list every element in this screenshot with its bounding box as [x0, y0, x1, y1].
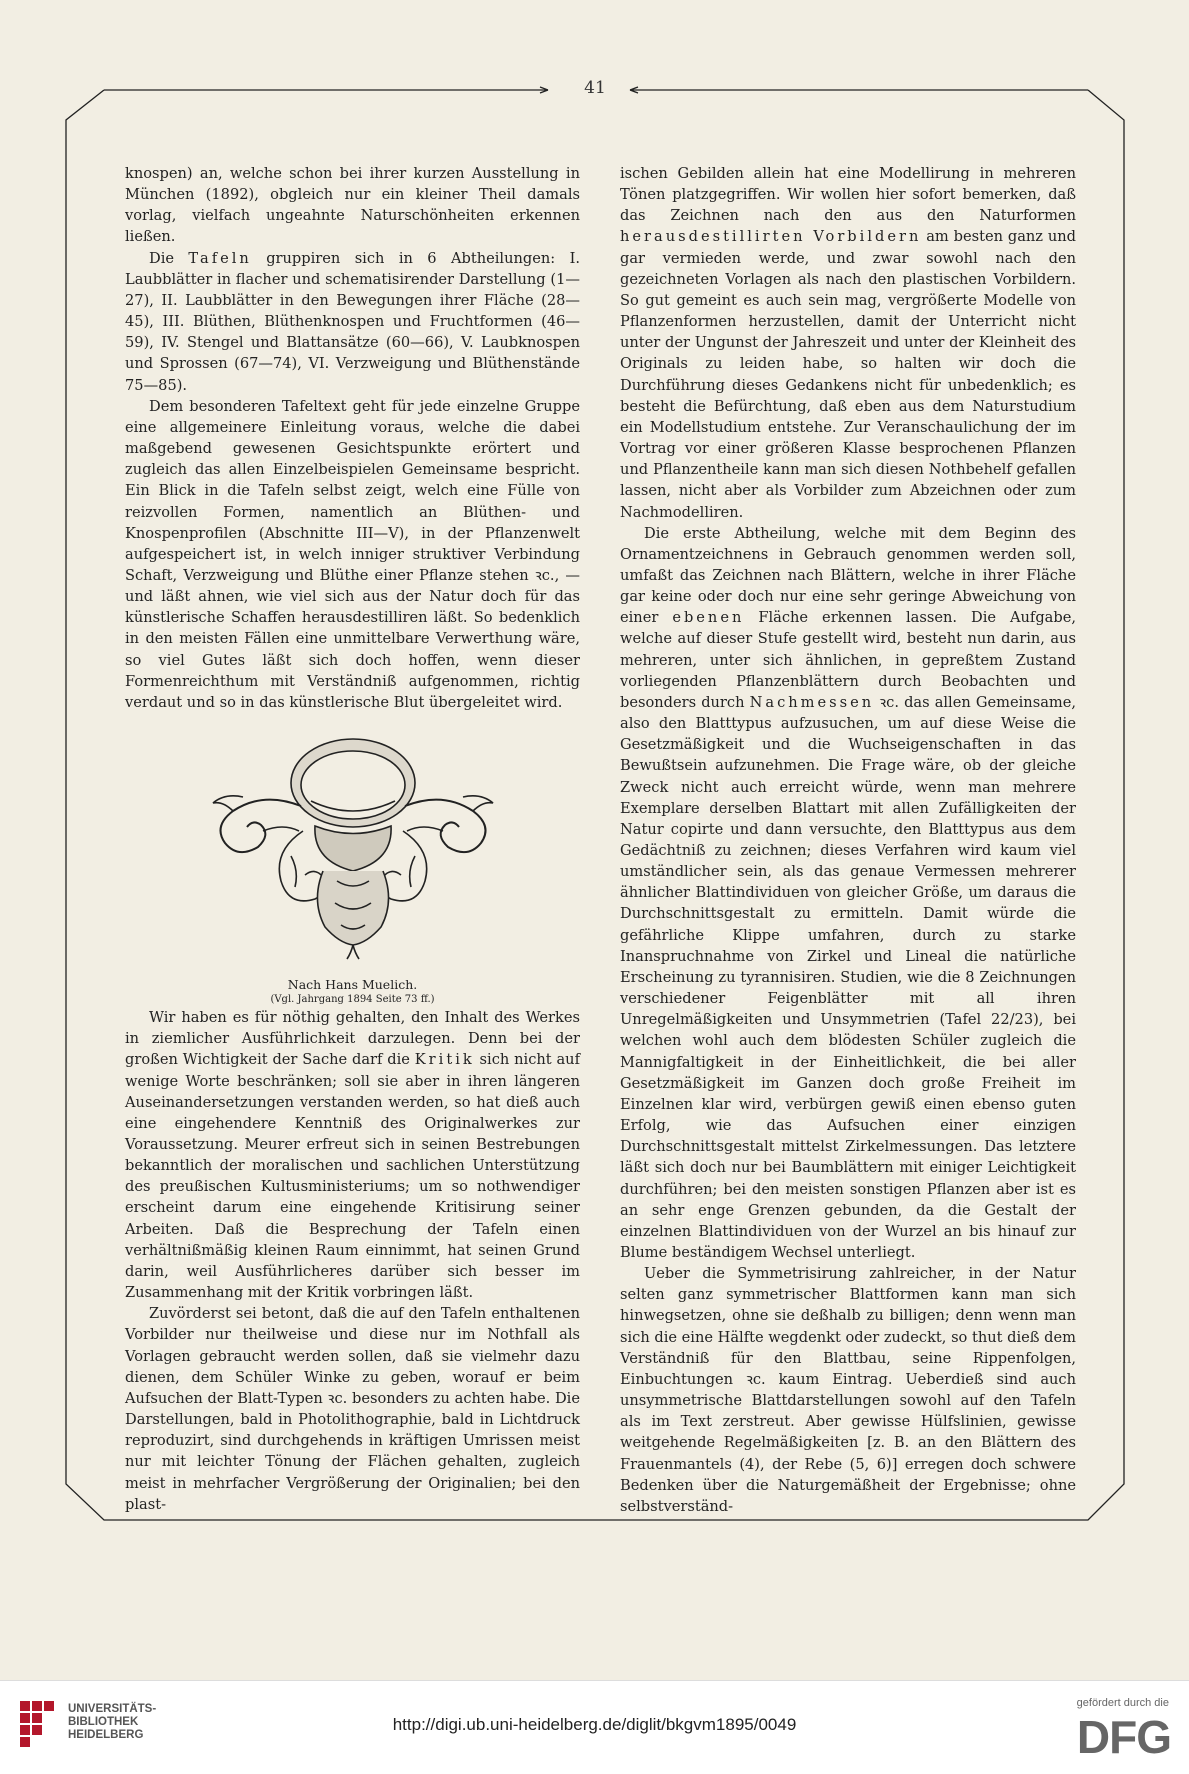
right-paragraph-2: Die erste Abtheilung, welche mit dem Beginn des Ornamentzeichnens in Gebrauch genommen werden soll, umfaßt das Zeichnen nach Blättern, welche in ihrer Fläche gar keine oder doch nur eine sehr geringe Abweichung von einer ebenen Fläche erkennen lassen. Die Aufgabe, welche auf dieser Stufe gestellt wird, besteht nun darin, aus mehreren, unter sich ähnlichen, in gepreßtem Zustand vorliegenden Pflanzenblättern durch Beobachten und besonders durch Nachmessen ꝛc. das allen Gemeinsame, also den Blatttypus aufzusuchen, um auf diese Weise die Gesetzmäßigkeit und die Wuchseigenschaften in das Bewußtsein aufzunehmen. Die Frage wäre, ob der gleiche Zweck nicht auch erreicht würde, wenn man mehrere Exemplare derselben Blattart mit allen Zufälligkeiten der Natur copirte und dann versuchte, den Blatttypus aus dem Gedächtniß zu zeichnen; dieses Verfahren wird kaum viel umständlicher sein, als das genaue Vermessen mehrerer ähnlicher Blattindividuen von gleicher Größe, um daraus die Durchschnittsgestalt zu ermitteln. Damit würde die gefährliche Klippe umfahren, durch zu starke Inanspruchnahme von Zirkel und Lineal die natürliche Erscheinung zu tyrannisiren. Studien, wie die 8 Zeichnungen verschiedener Feigenblätter mit all ihren Unregelmäßigkeiten und Unsymmetrien (Tafel 22/23), bei welchen wohl auch dem blödesten Schüler zugleich die Mannigfaltigkeit in der Einheitlichkeit, die bei aller Gesetzmäßigkeit im Ganzen doch große Freiheit im Einzelnen klar wird, verbürgen gewiß einen ebenso guten Erfolg, wie das Aufsuchen einer einzigen Durchschnittsgestalt mittelst Zirkelmessungen. Das letztere läßt sich doch nur bei Baumblättern mit einiger Leichtigkeit durchführen; bei den meisten sonstigen Pflanzen aber ist es an sehr enge Grenzen gebunden, da die Gestalt der einzelnen Blattindividuen von der Wurzel an bis hinauf zur Blume beständigem Wechsel unterliegt. — [620, 524, 1077, 1261]
library-name: UNIVERSITÄTS- BIBLIOTHEK HEIDELBERG — [68, 1703, 157, 1741]
spaced-term: Nachmessen — [749, 693, 875, 711]
digitization-footer — [0, 1680, 1189, 1774]
figure-caption-reference: (Vgl. Jahrgang 1894 Seite 73 ff.) — [270, 994, 435, 1006]
left-column — [125, 163, 580, 1515]
ornament-illustration — [125, 731, 580, 971]
right-paragraph-3: Ueber die Symmetrisirung zahlreicher, in der Natur selten ganz symmetrischer Blattformen kann man sich hinwegsetzen, ohne sie deßhalb zu billigen; denn wenn man sich die eine Hälfte wegdenkt oder zudeckt, so thut dieß dem Verständniß für den Blattbau, seine Rippenfolgen, Einbuchtungen ꝛc. kaum Eintrag. Ueberdieß sind auch unsymmetrische Blattdarstellungen sowohl auf den Tafeln als im Text zerstreut. Aber gewisse Hülfslinien, gewisse weitgehende Regelmäßigkeiten [z. B. an den Blättern des Frauenmantels (4), der Rebe (5, 6)] erregen doch schwere Bedenken über die Naturgemäßheit der Ergebnisse; ohne selbstverständ- — [620, 1265, 1076, 1515]
left-paragraph-1: knospen) an, welche schon bei ihrer kurzen Ausstellung in München (1892), obgleich nur ein kleiner Theil damals vorlag, vielfach ungeahnte Naturschönheiten erkennen ließen. — [125, 165, 580, 246]
funding-note: gefördert durch die — [1076, 1697, 1169, 1709]
left-paragraph-3: Dem besonderen Tafeltext geht für jede einzelne Gruppe eine allgemeinere Einleitung voraus, welche die dabei maßgebend gewesenen Gesichtspunkte erörtert und zugleich das allen Einzelbeispielen Gemeinsame bespricht. Ein Blick in die Tafeln selbst zeigt, welch eine Fülle von reizvollen Formen, namentlich an Blüthen- und Knospenprofilen (Abschnitte III—V), in der Pflanzenwelt aufgespeichert ist, in welch inniger struktiver Verbindung Schaft, Verzweigung und Blüthe einer Pflanze stehen ꝛc., — und läßt ahnen, wie viel sich aus der Natur doch für das künstlerische Schaffen herausdestilliren läßt. So bedenklich in den meisten Fällen eine unmittelbare Verwerthung wäre, so viel Gutes läßt sich doch hoffen, wenn dieser Formenreichthum mit Verständniß aufgenommen, richtig verdaut und so in das künstlerische Blut übergeleitet wird. — [125, 397, 580, 711]
permalink-url[interactable]: http://digi.ub.uni-heidelberg.de/diglit/bkgvm1895/0049 — [392, 1715, 797, 1734]
cartouche-ornament — [203, 731, 503, 963]
spaced-term: herausdestillirten Vorbildern — [620, 228, 922, 246]
page-number: 41 — [575, 78, 615, 98]
figure-caption: Nach Hans Muelich. — [287, 977, 418, 993]
right-paragraph-1: ischen Gebilden allein hat eine Modellirung in mehreren Tönen platzgegriffen. Wir wollen hier sofort bemerken, daß das Zeichnen nach den aus den Naturformen herausdestillirten Vorbildern am besten ganz und gar vermieden werde, und zwar sowohl nach den gezeichneten Vorlagen als nach den plastischen Vorbildern. So gut gemeint es auch sein mag, vergrößerte Modelle von Pflanzenformen herzustellen, damit der Unterricht nicht unter der Ungunst der Jahreszeit und unter der Kleinheit des Originals zu leiden habe, so halten wir doch die Durchführung dieses Gedankens nicht für unbedenklich; es besteht die Befürchtung, daß eben aus dem Naturstudium ein Modellstudium entstehe. Zur Veranschaulichung der im Vortrag vor einer größeren Klasse besprochenen Pflanzen und Pflanzentheile kann man sich diesen Nothbehelf gefallen lassen, nicht aber als Vorbilder zum Abzeichnen oder zum Nachmodelliren. — [620, 165, 1076, 521]
right-column — [620, 163, 1076, 1517]
left-paragraph-4: Wir haben es für nöthig gehalten, den Inhalt des Werkes in ziemlicher Ausführlichkeit darzulegen. Denn bei der großen Wichtigkeit der Sache darf die Kritik sich nicht auf wenige Worte beschränken; soll sie aber in ihren längeren Auseinandersetzungen verstanden werden, so hat dieß auch eine eingehendere Kenntniß des Originalwerkes zur Voraussetzung. Meurer erfreut sich in seinen Bestrebungen bekanntlich der moralischen und sachlichen Unterstützung des preußischen Kultusministeriums; um so nothwendiger erscheint darum eine eingehende Kritisirung seiner Arbeiten. Daß die Besprechung der Tafeln einen verhältnißmäßig kleinen Raum einnimmt, hat seinen Grund darin, weil Ausführlicheres darüber sich besser im Zusammenhang mit der Kritik vorbringen läßt. — [125, 1009, 580, 1302]
left-paragraph-5: Zuvörderst sei betont, daß die auf den Tafeln enthaltenen Vorbilder nur theilweise und diese nur im Nothfall als Vorlagen gebraucht werden sollen, daß sie vielmehr dazu dienen, dem Schüler Winke zu geben, worauf er beim Aufsuchen der Blatt-Typen ꝛc. besonders zu achten habe. Die Darstellungen, bald in Photolithographie, bald in Lichtdruck reproduzirt, sind durchgehends in kräftigen Umrissen meist nur mit leichter Tönung der Flächen gehalten, zugleich meist in mehrfacher Vergrößerung der Originalien; bei den plast- — [125, 1305, 580, 1513]
spaced-term: Tafeln — [188, 249, 252, 267]
spaced-term: Kritik — [414, 1051, 475, 1069]
spaced-term: ebenen — [672, 609, 745, 627]
dfg-logo: DFG — [1076, 1711, 1171, 1763]
left-paragraph-2: Die Tafeln gruppiren sich in 6 Abtheilungen: I. Laubblätter in flacher und schematisirender Darstellung (1—27), II. Laubblätter in den Bewegungen ihrer Fläche (28—45), III. Blüthen, Blüthenknospen und Fruchtformen (46—59), IV. Stengel und Blattansätze (60—66), V. Laubknospen und Sprossen (67—74), VI. Verzweigung und Blüthenstände 75—85). — [125, 249, 580, 394]
